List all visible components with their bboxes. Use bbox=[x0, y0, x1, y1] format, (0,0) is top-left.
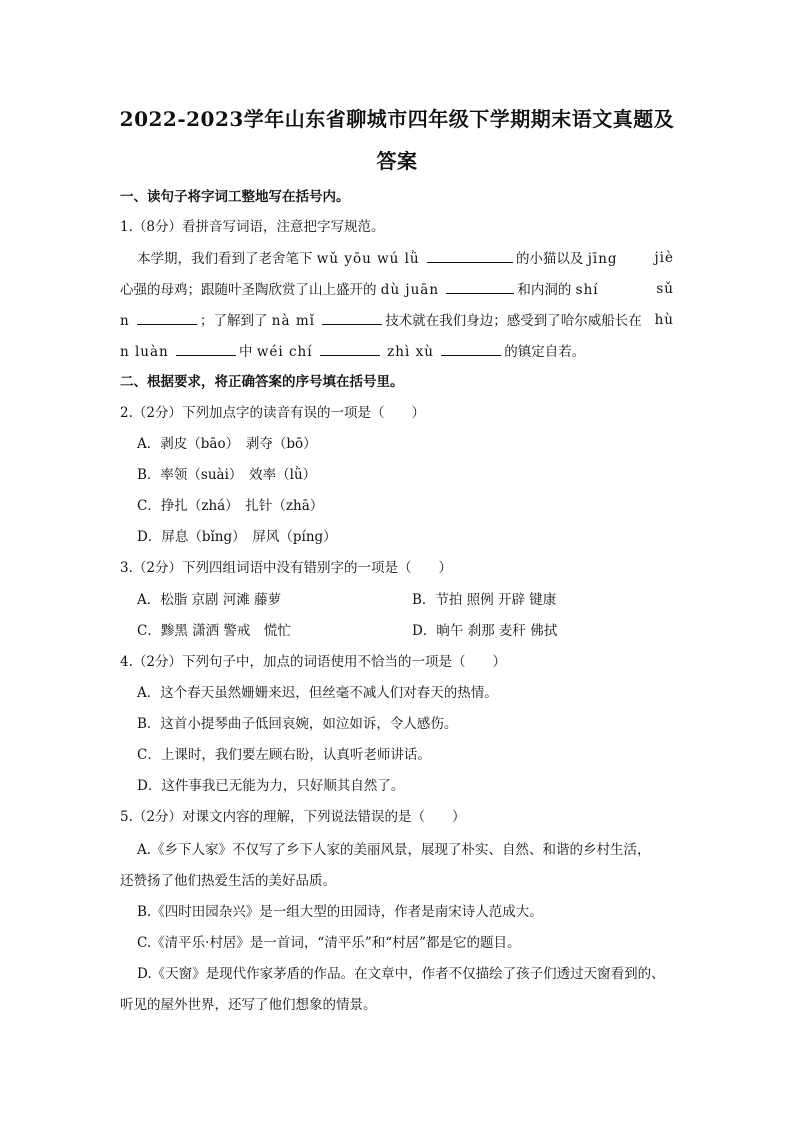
question-1-line-4 bbox=[120, 341, 585, 362]
pinyin: n luàn bbox=[120, 344, 169, 360]
section-heading-1: 一、读句子将字词工整地写在括号内。 bbox=[120, 189, 350, 205]
question-4-option-c[interactable]: C．上课时，我们要左顾右盼，认真听老师讲话。 bbox=[137, 747, 431, 763]
question-4-option-d[interactable]: D．这件事我已无能为力，只好顺其自然了。 bbox=[137, 778, 405, 794]
pinyin: nà mǐ bbox=[271, 313, 315, 329]
pinyin: zhì xù bbox=[387, 344, 434, 360]
question-2-option-a[interactable]: A．剥皮（bāo） 剥夺（bō） bbox=[137, 436, 317, 452]
question-1-line-1 bbox=[137, 248, 674, 269]
q1-text: 和内洞的 bbox=[517, 282, 572, 298]
question-2-option-d[interactable]: D．屏息（bǐng） 屏风（píng） bbox=[137, 529, 337, 545]
answer-blank[interactable] bbox=[322, 310, 382, 325]
answer-blank[interactable] bbox=[427, 248, 513, 263]
question-2-option-c[interactable]: C．挣扎（zhá） 扎针（zhā） bbox=[137, 498, 324, 514]
q1-text: 心强的母鸡；跟随叶圣陶欣赏了山上盛开的 bbox=[120, 282, 377, 298]
question-2-stem: 2.（2分）下列加点字的读音有误的一项是（ ） bbox=[120, 405, 425, 421]
question-4-option-b[interactable]: B．这首小提琴曲子低回哀婉，如泣如诉，令人感伤。 bbox=[137, 716, 458, 732]
pinyin: jiè bbox=[654, 250, 674, 266]
question-4-option-a[interactable]: A．这个春天虽然姗姗来迟，但丝毫不减人们对春天的热情。 bbox=[137, 685, 498, 701]
answer-blank[interactable] bbox=[441, 341, 501, 356]
question-1-line-2 bbox=[120, 279, 674, 300]
question-1-line-3 bbox=[120, 310, 674, 331]
pinyin: dù juān bbox=[380, 282, 440, 298]
question-5-stem: 5.（2分）对课文内容的理解，下列说法错误的是（ ） bbox=[120, 809, 466, 825]
pinyin: n bbox=[120, 313, 130, 329]
page-title-continued: 答案 bbox=[376, 149, 418, 173]
pinyin: wéi chí bbox=[256, 344, 313, 360]
section-heading-2: 二、根据要求，将正确答案的序号填在括号里。 bbox=[120, 374, 404, 390]
pinyin: sǔ bbox=[656, 281, 674, 297]
answer-blank[interactable] bbox=[446, 279, 514, 294]
question-3-option-c[interactable]: C．黪黑 潇洒 警戒 慌忙 bbox=[137, 623, 291, 639]
question-5-option-b[interactable]: B.《四时田园杂兴》是一组大型的田园诗，作者是南宋诗人范成大。 bbox=[137, 904, 543, 920]
question-3-option-a[interactable]: A．松脂 京剧 河滩 藤萝 bbox=[137, 592, 282, 608]
pinyin: jīng bbox=[587, 251, 618, 267]
pinyin: wǔ yōu wú lǜ bbox=[316, 251, 420, 267]
question-3-option-b[interactable]: B．节拍 照例 开辟 键康 bbox=[412, 592, 557, 608]
q1-text: 中 bbox=[239, 344, 253, 360]
question-5-option-d[interactable]: D.《天窗》是现代作家茅盾的作品。在文章中，作者不仅描绘了孩子们透过天窗看到的、 bbox=[137, 966, 665, 982]
question-4-stem: 4.（2分）下列句子中，加点的词语使用不恰当的一项是（ ） bbox=[120, 654, 506, 670]
question-5-option-d-continued: 听见的屋外世界，还写了他们想象的情景。 bbox=[120, 997, 377, 1013]
answer-blank[interactable] bbox=[320, 341, 380, 356]
q1-text: 本学期，我们看到了老舍笔下 bbox=[137, 251, 313, 267]
q1-text: 技术就在我们身边；感受到了哈尔威船长在 bbox=[385, 313, 642, 329]
question-5-option-a-continued: 还赞扬了他们热爱生活的美好品质。 bbox=[120, 873, 336, 889]
q1-text: 的镇定自若。 bbox=[504, 344, 586, 360]
question-3-stem: 3.（2分）下列四组词语中没有错别字的一项是（ ） bbox=[120, 560, 452, 576]
pinyin: hù bbox=[654, 312, 674, 328]
question-1-stem: 1.（8分）看拼音写词语，注意把字写规范。 bbox=[120, 219, 385, 235]
question-2-option-b[interactable]: B．率领（suài） 效率（lǜ） bbox=[137, 467, 317, 483]
question-3-option-d[interactable]: D．晌午 刹那 麦秆 佛拭 bbox=[412, 623, 558, 639]
q1-text: ；了解到了 bbox=[200, 313, 268, 329]
question-5-option-c[interactable]: C.《清平乐·村居》是一首词，“清平乐”和“村居”都是它的题目。 bbox=[137, 935, 521, 951]
question-5-option-a[interactable]: A.《乡下人家》不仅写了乡下人家的美丽风景，展现了朴实、自然、和谐的乡村生活， bbox=[137, 842, 651, 858]
pinyin: shí bbox=[575, 282, 599, 298]
answer-blank[interactable] bbox=[137, 310, 197, 325]
q1-text: 的小猫以及 bbox=[515, 251, 584, 267]
page-title: 2022-2023学年山东省聊城市四年级下学期期末语文真题及 bbox=[119, 107, 675, 131]
answer-blank[interactable] bbox=[176, 341, 236, 356]
